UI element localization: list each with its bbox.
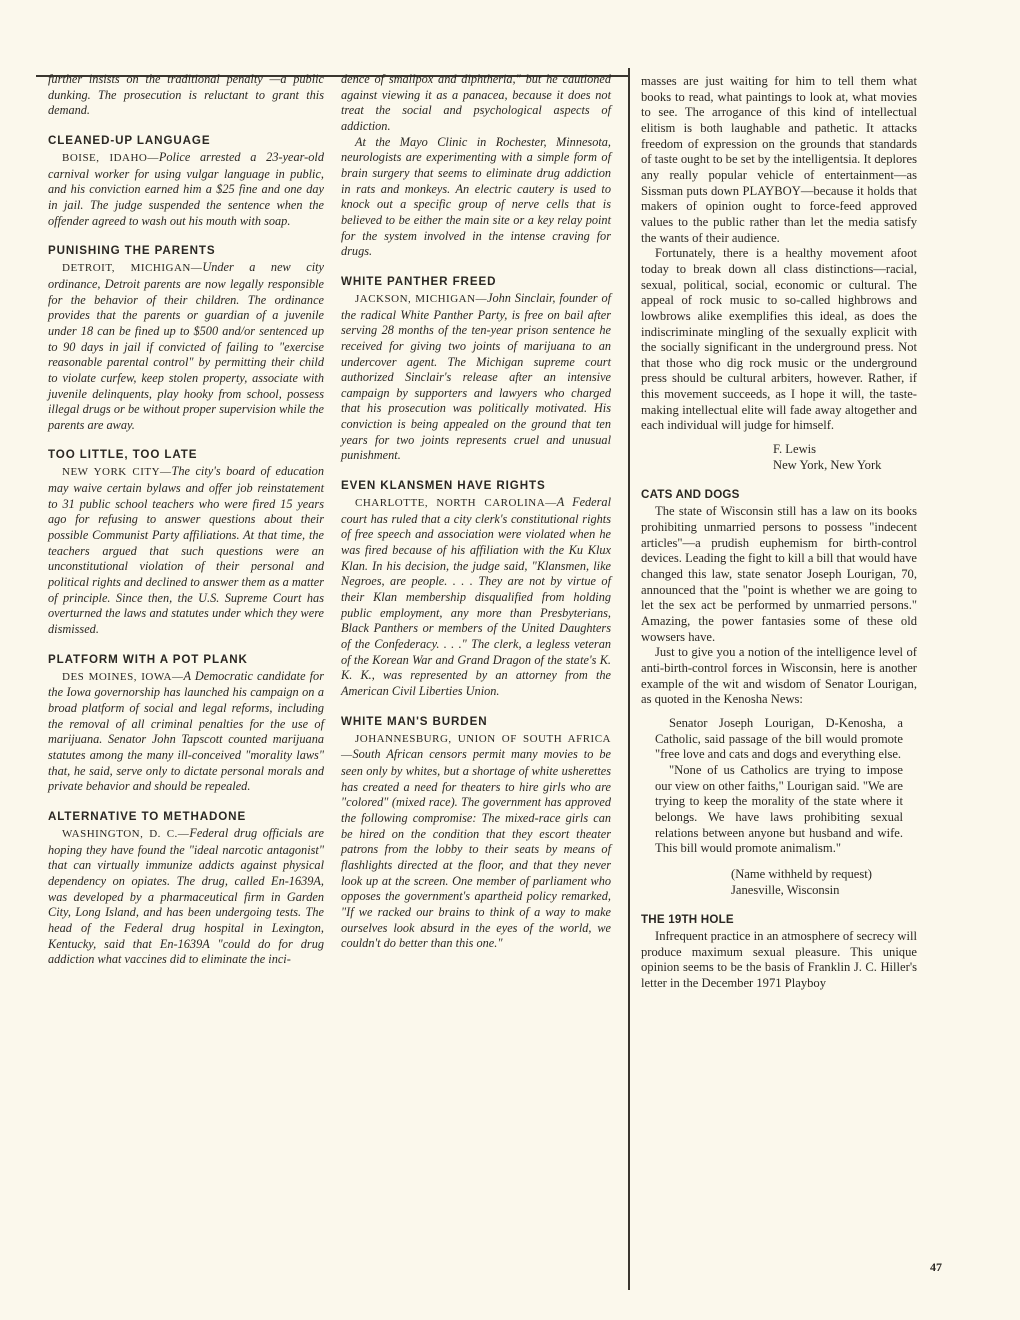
signature-name: F. Lewis <box>773 442 817 457</box>
dateline: DES MOINES, IOWA— <box>62 670 184 683</box>
news-item-text <box>341 495 611 700</box>
letter-signature <box>773 442 917 473</box>
letter-paragraph: Fortunately, there is a healthy movement afoot today to break down all class distinctions—racial, sexual, political, social, economic or cultural. The appeal of rock music to so-called highbrows and lowbrows alike exemplifies this ideal, as does the indiscriminate mingling of the sexually explicit with the socially significant in the underground press. Not that those who dig rock music or the underground press should be cultural arbiters, however. Rather, if this movement succeeds, as I hope it will, the taste-making intellectual elite will fade away altogether and each individual will judge for himself. <box>641 246 917 433</box>
signature-place: Janesville, Wisconsin <box>731 882 840 897</box>
quote-paragraph: "None of us Catholics are trying to impose our view on other faiths," Lourigan said. "We are trying to keep the morality of the state where it belongs. We have laws prohibiting sexual relations between anyone but husband and wife. This bill would promote animalism." <box>655 762 903 856</box>
item-body: John Sinclair, founder of the radical White Panther Party, is free on bail after serving 28 months of the ten-year prison sentence he received for giving two joints of marijuana to an undercover agent. The Michigan supreme court authorized Sinclair's release after an intensive campaign by supporters and lawyers who charged that his prosecution was politically motivated. His conviction is being appealed on the ground that ten years for two joints represents cruel and unusual punishment. <box>341 290 612 463</box>
quote-paragraph: Senator Joseph Lourigan, D-Kenosha, a Catholic, said passage of the bill would promote "free love and cats and dogs and everything else. <box>655 715 903 762</box>
letter-heading: THE 19TH HOLE <box>641 913 734 927</box>
letter-paragraph: Just to give you a notion of the intelligence level of anti-birth-control forces in Wisconsin, here is another example of the wit and wisdom of Senator Lourigan, as quoted in the Kenosha News: <box>641 645 917 707</box>
item-body: A Democratic candidate for the Iowa governorship has launched his campaign on a broad platform of social and legal reforms, including the removal of all criminal penalties for the use of marijuana. Senator John Tapscott counted marijuana statutes among the many ill-conceived "morality laws" that, he said, serve only to dictate personal morals and private behavior and should be repealed. <box>48 668 324 794</box>
news-item-text <box>48 826 324 968</box>
news-column-2 <box>341 72 611 952</box>
item-body: A Federal court has ruled that a city clerk's constitutional rights of free speech and association were violated when he was fired because of his affiliation with the Ku Klux Klan. In his decision, the judge said, "Klansmen, like Negroes, are people. . . . They are not by virtue of their Klan membership disqualified from holding public employment, any more than Presbyterians, Black Panthers or members of the United Daughters of the Confederacy. . . ." The clerk, a legless veteran of the Korean War and Grand Dragon of the state's K. K. K., was represented by an attorney from the American Civil Liberties Union. <box>341 495 611 698</box>
news-item-text <box>48 72 324 119</box>
dateline: JACKSON, MICHIGAN— <box>355 292 488 305</box>
signature-name: (Name withheld by request) <box>731 866 872 881</box>
news-heading: ALTERNATIVE TO METHADONE <box>48 809 247 823</box>
news-heading: PUNISHING THE PARENTS <box>48 244 216 258</box>
letter-paragraph: The state of Wisconsin still has a law on its books prohibiting unmarried persons to possess "indecent articles"—a prudish euphemism for birth-control devices. Leading the fight to kill a bill that would have changed this law, state senator Joseph Lourigan, 70, announced that the "point is whether we are going to let the sex act be performed by unmarried persons." Amazing, the power fantasies some of these old wowsers have. <box>641 504 917 644</box>
dateline: JOHANNESBURG, UNION OF SOUTH AFRICA— <box>341 732 611 762</box>
news-item-text <box>341 291 611 464</box>
news-heading: PLATFORM WITH A POT PLANK <box>48 652 248 666</box>
item-body: Police arrested a 23-year-old carnival worker for using vulgar language in public, and his conviction earned him a $25 fine and one day in jail. The judge suspended the sentence when the offender agreed to wash out his mouth with soap. <box>48 149 324 228</box>
letters-column <box>641 74 917 992</box>
item-body: South African censors permit many movies to be seen only by whites, but a shortage of white usherettes has created a need for theaters to hire girls who are "colored" (mixed race). The government has approved the following compromise: The mixed-race girls can be hired on the condition that they escort theater patrons from the lobby to their seats by means of flashlights directed at the floor, and that they never look up at the screen. One member of parliament who opposes the government's apartheid policy remarked, "If we racked our brains to think of a way to make ourselves look absurd in the eyes of the world, we couldn't do better than this one." <box>341 747 611 951</box>
news-item-text <box>341 135 611 260</box>
item-body: The city's board of education may waive certain bylaws and offer job reinstatement to 31 public school teachers who were fired 15 years ago for refusing to answer questions about their possible Communist Party affiliations. At that time, the teachers argued that such questions were an unconstitutional violation of their personal and political rights and declined to answer them as a matter of principle. Since then, the U.S. Supreme Court has overturned the laws and statutes under which they were dismissed. <box>48 464 324 637</box>
news-heading: WHITE PANTHER FREED <box>341 274 497 288</box>
news-item-text <box>341 731 611 952</box>
news-heading: WHITE MAN'S BURDEN <box>341 714 488 728</box>
news-column-1 <box>48 72 324 968</box>
letter-signature <box>731 867 917 898</box>
item-body: At the Mayo Clinic in Rochester, Minnesota, neurologists are experimenting with a simple form of brain surgery that seems to eliminate drug addiction in rats and monkeys. An electric cautery is used to knock out a specific group of nerve cells that is believed to be either the main site or a key relay point for the system involved in the intense craving for drugs. <box>341 134 611 259</box>
news-item-text <box>48 150 324 229</box>
news-item-text <box>48 669 324 795</box>
item-body: Under a new city ordinance, Detroit parents are now legally responsible for the behavior of their children. The ordinance provides that the parents or guardian of a juvenile under 18 can be fined up to $500 and/or sentenced up to 90 days in jail if convicted of failing to "exercise reasonable parental control" by permitting their child to violate curfew, keep stolen property, associate with juvenile delinquents, play hooky from school, possess illegal drugs or be without proper supervision while the parents are away. <box>48 260 324 432</box>
dateline: NEW YORK CITY— <box>62 466 172 479</box>
letter-heading: CATS AND DOGS <box>641 488 740 502</box>
dateline: WASHINGTON, D. C.— <box>62 827 190 840</box>
item-body: Federal drug officials are hoping they have found the "ideal narcotic antagonist" that can virtually immunize addicts against physical dependency on opiates. The drug, called En-1639A, was developed by a pharmaceutical firm in Garden City, Long Island, and has been undergoing tests. The head of the Federal drug hospital in Lexington, Kentucky, said that En-1639A "could do for drug addiction what vaccines did to eliminate the inci- <box>48 825 324 967</box>
column-divider <box>628 68 630 1290</box>
dateline: BOISE, IDAHO— <box>62 151 159 164</box>
dateline: CHARLOTTE, NORTH CAROLINA— <box>355 497 557 510</box>
news-item-text <box>48 464 324 637</box>
signature-place: New York, New York <box>773 457 882 472</box>
dateline: DETROIT, MICHIGAN— <box>62 262 203 275</box>
block-quote <box>655 716 903 857</box>
item-body: dence of smallpox and diphtheria," but he cautioned against viewing it as a panacea, because it does not treat the social and psychological aspects of addiction. <box>341 72 611 133</box>
letter-paragraph: Infrequent practice in an atmosphere of secrecy will produce maximum sexual pleasure. This unique opinion seems to be the basis of Franklin J. C. Hiller's letter in the December 1971 Playboy <box>641 929 917 991</box>
news-heading: EVEN KLANSMEN HAVE RIGHTS <box>341 479 546 493</box>
item-body: further insists on the traditional penalty —a public dunking. The prosecution is reluctant to grant this demand. <box>48 72 324 118</box>
news-item-text <box>341 72 611 135</box>
news-heading: CLEANED-UP LANGUAGE <box>48 133 211 147</box>
news-heading: TOO LITTLE, TOO LATE <box>48 448 198 462</box>
page-number: 47 <box>930 1260 942 1274</box>
letter-paragraph: masses are just waiting for him to tell them what books to read, what paintings to look at, what movies to see. The arrogance of this kind of intellectual elitism is both laughable and pathetic. It attacks freedom of expression on the grounds that standards of taste ought to be set by the intelligentsia. It deplores any really popular vehicle of entertainment—as Sissman puts down PLAYBOY—because it holds that makers of opinion ought to force-feed approved values to the public rather than let the media satisfy the wants of their audience. <box>641 74 917 245</box>
news-item-text <box>48 260 324 433</box>
